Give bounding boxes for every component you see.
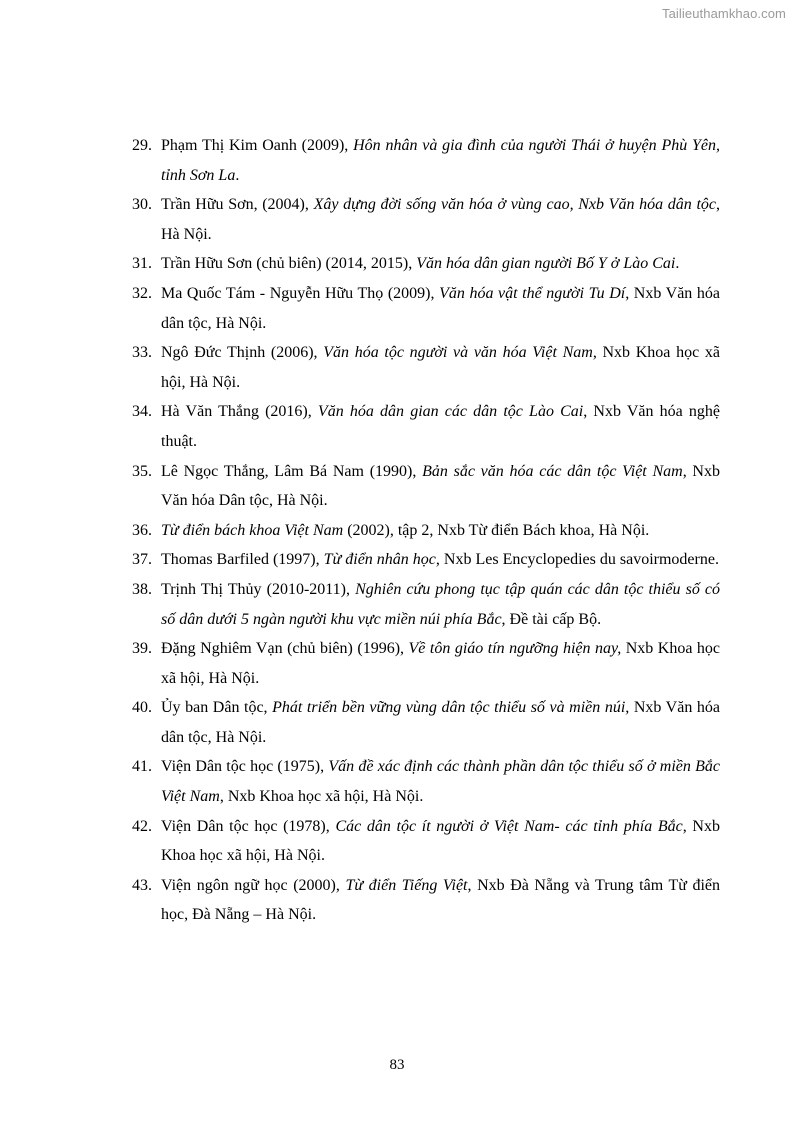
reference-title: Từ điển Tiếng Việt — [345, 876, 468, 894]
reference-item — [132, 545, 720, 575]
reference-text: , Hà Nội. — [161, 196, 720, 243]
reference-text: Nxb Văn hóa dân tộc, Hà Nội. — [161, 699, 721, 746]
reference-text: Trần Hữu Sơn (chủ biên) (2014, 2015), — [161, 255, 417, 273]
reference-item — [132, 397, 720, 456]
reference-number: 41. — [132, 758, 152, 776]
reference-text: Ủy ban Dân tộc, — [161, 699, 273, 717]
reference-text: Viện Dân tộc học (1978), — [161, 817, 336, 835]
reference-text: , Đề tài cấp Bộ. — [501, 610, 602, 628]
reference-text: Viện ngôn ngữ học (2000), — [161, 876, 346, 894]
reference-text: Nxb Khoa học xã hội, Hà Nội. — [161, 640, 721, 687]
reference-text: Thomas Barfiled (1997), — [161, 551, 324, 569]
reference-text: Viện Dân tộc học (1975), — [161, 758, 329, 776]
reference-title: Các dân tộc ít người ở Việt Nam- các tỉnh phía Bắc — [335, 817, 683, 835]
reference-title: Nghiên cứu phong tục tập quán các dân tộc thiểu số có số dân dưới 5 ngàn người khu vực miền núi phía Bắc — [161, 580, 721, 628]
reference-item — [132, 516, 720, 546]
watermark: Tailieuthamkhao.com — [661, 6, 786, 21]
reference-text: , Nxb Văn hóa dân tộc, Hà Nội. — [161, 284, 720, 332]
reference-number: 39. — [132, 640, 152, 658]
reference-number: 34. — [132, 403, 152, 421]
reference-text: , Nxb Khoa học xã hội, Hà Nội. — [161, 817, 720, 865]
reference-text: Lê Ngọc Thắng, Lâm Bá Nam (1990), — [161, 462, 423, 480]
reference-item — [132, 812, 720, 871]
reference-item — [132, 190, 720, 249]
reference-text: Hà Văn Thắng (2016), — [161, 403, 318, 421]
reference-number: 43. — [132, 876, 152, 894]
reference-item — [132, 575, 720, 634]
reference-text: Phạm Thị Kim Oanh (2009), — [161, 137, 354, 154]
reference-number: 31. — [132, 255, 152, 273]
reference-list — [132, 131, 720, 930]
reference-text: . — [235, 166, 240, 184]
reference-item — [132, 279, 720, 338]
reference-text: . — [675, 255, 680, 273]
reference-number: 40. — [132, 699, 152, 717]
page-number: 83 — [389, 1057, 405, 1073]
reference-text: , Nxb Khoa học xã hội, Hà Nội. — [161, 344, 720, 391]
reference-item — [132, 752, 720, 811]
reference-item — [132, 338, 720, 397]
reference-text: , Nxb Đà Nẵng và Trung tâm Từ điển học, Đà Nẵng – Hà Nội. — [161, 876, 721, 924]
reference-title: Hôn nhân và gia đình của người Thái ở huyện Phù Yên, tỉnh Sơn La — [161, 137, 721, 184]
reference-item — [132, 131, 720, 190]
reference-number: 32. — [132, 284, 152, 302]
reference-item — [132, 871, 720, 930]
reference-number: 35. — [132, 462, 152, 480]
reference-text: , Nxb Khoa học xã hội, Hà Nội. — [219, 788, 424, 806]
reference-title: Bản sắc văn hóa các dân tộc Việt Nam — [422, 462, 683, 480]
reference-item — [132, 634, 720, 693]
reference-title: Văn hóa vật thể người Tu Dí — [439, 284, 626, 302]
reference-title: Phát triển bền vững vùng dân tộc thiểu số và miền núi, — [272, 699, 630, 717]
reference-title: Từ điển bách khoa Việt Nam — [161, 521, 344, 539]
reference-title: Văn hóa tộc người và văn hóa Việt Nam — [323, 344, 593, 362]
reference-number: 37. — [132, 551, 152, 569]
reference-text: Ma Quốc Tám - Nguyễn Hữu Thọ (2009), — [161, 284, 440, 302]
reference-title: Về tôn giáo tín ngưỡng hiện nay, — [408, 640, 622, 658]
reference-text: Trần Hữu Sơn, (2004), — [161, 196, 314, 214]
reference-text: , Nxb Văn hóa nghệ thuật. — [161, 403, 720, 450]
reference-number: 30. — [132, 196, 152, 214]
reference-title: Văn hóa dân gian người Bố Y ở Lào Cai — [416, 255, 676, 273]
reference-text: Đặng Nghiêm Vạn (chủ biên) (1996), — [161, 640, 409, 658]
reference-title: Từ điển nhân học — [323, 551, 436, 569]
reference-text: (2002), tập 2, Nxb Từ điển Bách khoa, Hà Nội. — [343, 521, 650, 539]
reference-number: 42. — [132, 817, 152, 835]
reference-title: Văn hóa dân gian các dân tộc Lào Cai — [317, 403, 584, 421]
reference-item — [132, 693, 720, 752]
reference-number: 29. — [132, 137, 152, 154]
reference-text: , Nxb Văn hóa Dân tộc, Hà Nội. — [161, 462, 720, 510]
reference-title: Xây dựng đời sống văn hóa ở vùng cao, Nxb Văn hóa dân tộc — [313, 196, 716, 214]
reference-title: Vấn đề xác định các thành phần dân tộc thiểu số ở miền Bắc Việt Nam — [161, 758, 721, 806]
reference-number: 36. — [132, 521, 152, 539]
reference-text: Trịnh Thị Thủy (2010-2011), — [161, 580, 356, 598]
reference-item — [132, 249, 720, 279]
reference-number: 38. — [132, 580, 152, 598]
reference-item — [132, 457, 720, 516]
reference-text: Ngô Đức Thịnh (2006), — [161, 344, 324, 362]
reference-text: , Nxb Les Encyclopedies du savoirmoderne. — [435, 551, 719, 569]
reference-number: 33. — [132, 344, 152, 362]
